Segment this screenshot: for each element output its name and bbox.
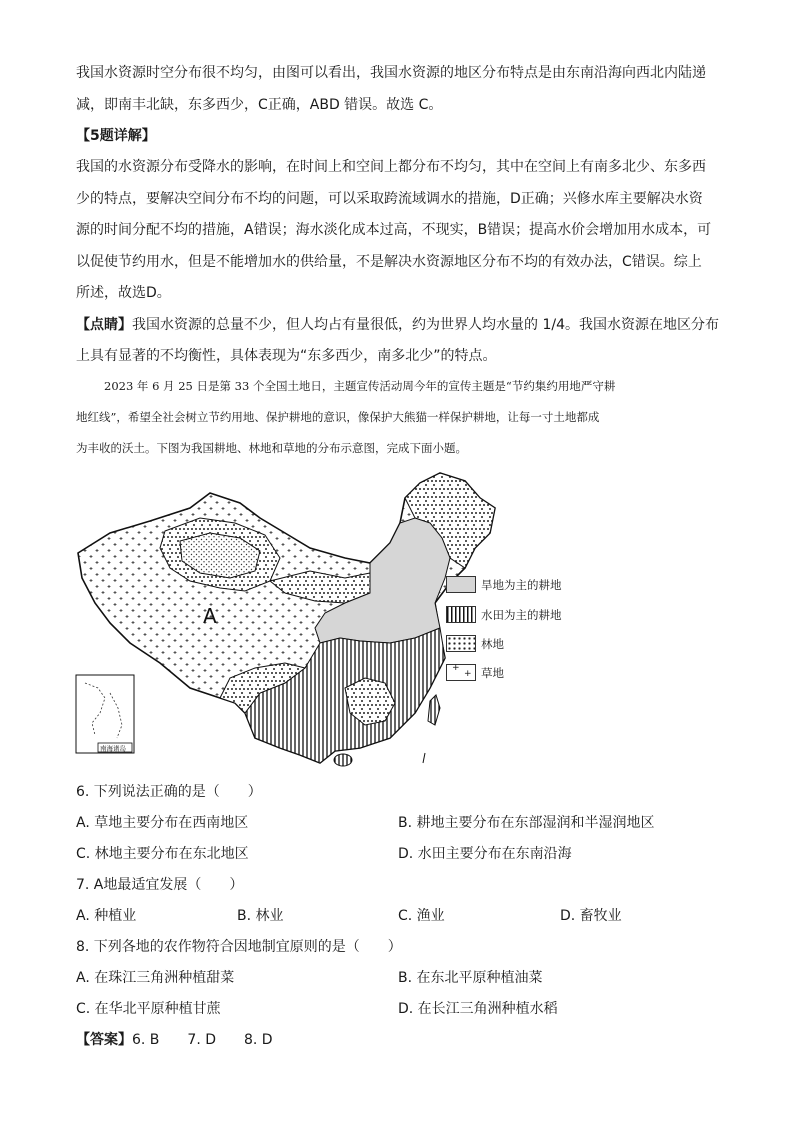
dianjing-text: 我国水资源的总量不少，但人均占有量很低，约为世界人均水量的 1/4。我国水资源在地区分布	[132, 317, 719, 333]
option-c[interactable]: C. 林地主要分布在东北地区	[76, 846, 249, 862]
option-d[interactable]: D. 畜牧业	[560, 908, 622, 924]
dianjing-line: 上具有显著的不均衡性，具体表现为“东多西少，南多北少”的特点。	[76, 348, 497, 364]
q5-heading: 【5题详解】	[76, 128, 156, 144]
legend-item	[446, 664, 504, 681]
grass-swatch: + +	[446, 664, 476, 681]
hainan	[334, 754, 352, 766]
option-b[interactable]: B. 林业	[237, 908, 284, 924]
question-stem: 8. 下列各地的农作物符合因地制宜原则的是（ ）	[76, 939, 402, 955]
option-b[interactable]: B. 在东北平原种植油菜	[398, 970, 543, 986]
dianjing-line	[76, 314, 719, 334]
option-b[interactable]: B. 耕地主要分布在东部湿润和半湿润地区	[398, 815, 655, 831]
option-c[interactable]: C. 在华北平原种植甘蔗	[76, 1001, 221, 1017]
legend-item	[446, 606, 562, 623]
legend-item	[446, 576, 562, 593]
answer-line	[76, 1029, 273, 1049]
analysis-line: 以促使节约用水，但是不能增加水的供给量，不是解决水资源地区分布不均的有效办法，C错误。综上	[76, 254, 702, 270]
passage-line: 地红线”，希望全社会树立节约用地、保护耕地的意识，像保护大熊猫一样保护耕地，让每一寸土地都成	[76, 410, 600, 424]
analysis-line: 我国水资源时空分布很不均匀，由图可以看出，我国水资源的地区分布特点是由东南沿海向西北内陆递	[76, 65, 706, 81]
analysis-line: 我国的水资源分布受降水的影响，在时间上和空间上都分布不均匀，其中在空间上有南多北少、东多西	[76, 159, 706, 175]
option-c[interactable]: C. 渔业	[398, 908, 445, 924]
analysis-line: 少的特点，要解决空间分布不均的问题，可以采取跨流域调水的措施，D正确；兴修水库主要解决水资	[76, 191, 703, 207]
question-stem: 6. 下列说法正确的是（ ）	[76, 784, 262, 800]
question-stem: 7. A地最适宜发展（ ）	[76, 877, 244, 893]
passage-line: 为丰收的沃土。下图为我国耕地、林地和草地的分布示意图，完成下面小题。	[76, 441, 467, 455]
option-d[interactable]: D. 在长江三角洲种植水稻	[398, 1001, 558, 1017]
analysis-line: 减，即南丰北缺，东多西少，C正确，ABD 错误。故选 C。	[76, 97, 443, 113]
answer-label: 【答案】	[76, 1032, 132, 1048]
paddy-swatch	[446, 606, 476, 623]
passage-line: 2023 年 6 月 25 日是第 33 个全国土地日，主题宣传活动周今年的宣传主题是“节约集约用地严守耕	[104, 379, 616, 393]
answer-value: 6. B 7. D 8. D	[132, 1032, 273, 1048]
dianjing-label: 【点睛】	[76, 317, 132, 333]
option-a[interactable]: A. 在珠江三角洲种植甜菜	[76, 970, 235, 986]
legend-label: 旱地为主的耕地	[481, 577, 562, 592]
legend-label: 林地	[481, 636, 504, 651]
option-a[interactable]: A. 草地主要分布在西南地区	[76, 815, 249, 831]
legend-label: 草地	[481, 665, 504, 680]
legend-label: 水田为主的耕地	[481, 607, 562, 622]
inset-label: 南海诸岛	[100, 744, 126, 753]
legend-item	[446, 635, 504, 652]
dryland-swatch	[446, 576, 476, 593]
analysis-line: 源的时间分配不均的措施，A错误；海水淡化成本过高，不现实，B错误；提高水价会增加用水成本，可	[76, 222, 712, 238]
forest-swatch	[446, 635, 476, 652]
taiwan	[428, 695, 440, 725]
south-china-sea-inset	[76, 675, 134, 753]
option-a[interactable]: A. 种植业	[76, 908, 137, 924]
option-d[interactable]: D. 水田主要分布在东南沿海	[398, 846, 572, 862]
analysis-line: 所述，故选D。	[76, 285, 171, 301]
region-a-label: A	[203, 604, 217, 628]
